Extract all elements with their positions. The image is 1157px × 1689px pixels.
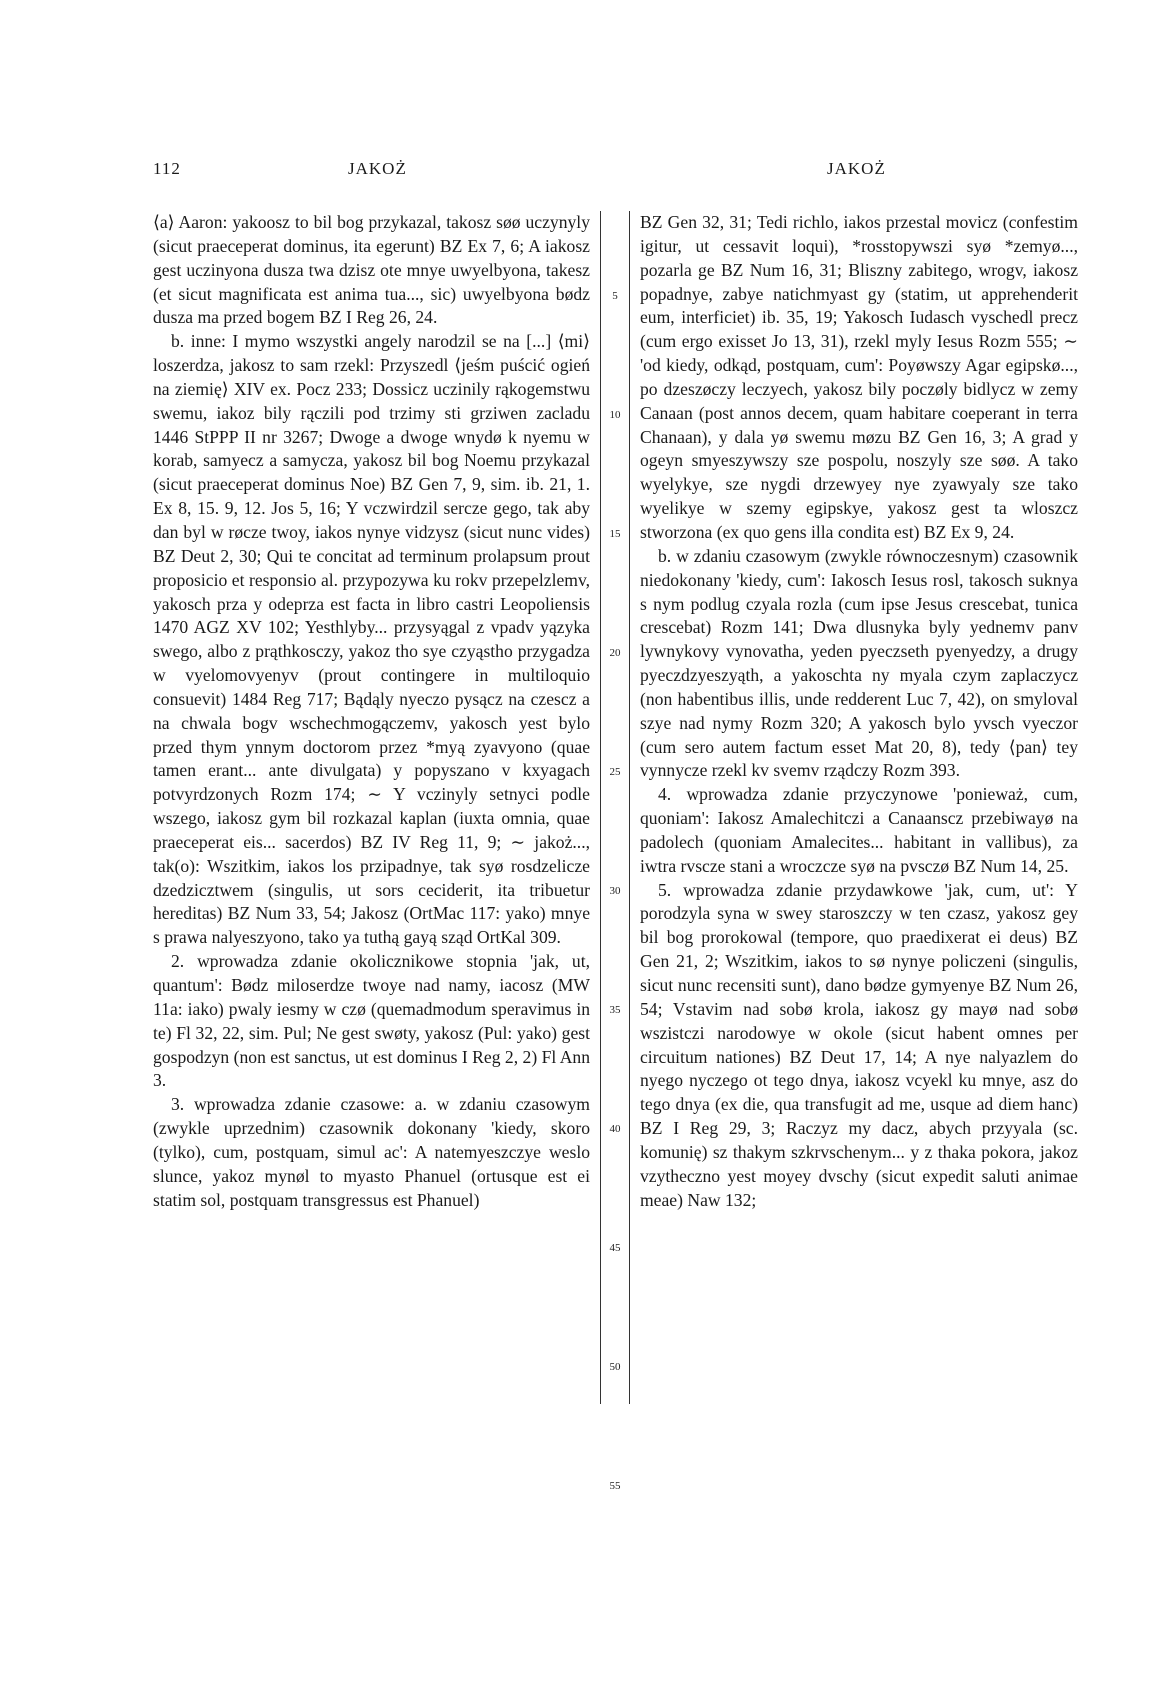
page-number: 112 [153, 159, 181, 178]
line-number: 55 [609, 1480, 621, 1492]
paragraph: b. inne: I mymo wszystki angely narodzil se na [...] ⟨mi⟩loszerdza, jakosz to sam rzekl: Przyszedl ⟨jeśm puścić ogień na ziemię⟩ XIV ex. Pocz 233; Dossicz uczinily rąkogemstwu swemu, iakoz bily rączili pod trzimy sti grziwen zacladu 1446 StPPP II nr 3267; Dwoge a dwoge wnydø k nyemu w korab, samyecz a samycza, yakosz bil bog Noemu przykazal (sicut praeceperat dominus Noe) BZ Gen 7, 9, sim. ib. 21, 1. Ex 8, 15. 9, 12. Jos 5, 16; Y vczwirdzil sercze gego, tak aby dan byl w røcze twoy, iakos nynye vidzysz (sicut nunc vides) BZ Deut 2, 30; Qui te concitat ad terminum prolapsum prout proposicio et responsio al. przypozywa ku rokv przepelzlemv, yakosch prza y odeprza est facta in libro castri Leopoliensis 1470 AGZ XV 102; Yesthlyby... przysyągal z vpadv yązyka swego, albo z prąthkosczy, yakoz tho sye czyąstho przygadza w vyelomovyenyv (prout contingere in multiloquio consuevit) 1484 Reg 717; Bądąly nyeczo pysącz na czescz a na chwala bogv wschechmogączemv, yakosch yest bylo przed thym ynnym doctorom przez *myą zyavyono (quae tamen erant... ante divulgata) y popyszano v kxyagach potvyrdzonych Rozm 174; ∼ Y vczinyly setnyci podle wszego, iakosz gym bil rozkazal kaplan (iuxta omnia, quae praeceperat eis... sacerdos) BZ IV Reg 11, 9; ∼ jakoż..., tak(o): Wszitkim, iakos los przipadnye, tak syø rosdzelicze dzedzicztwem (singulis, ut sors ceciderit, ita tribuetur hereditas) BZ Num 33, 54; Jakosz (OrtMac 117: yako) mnye s prawa nalyeszyono, tako ya tuthą gayą sząd OrtKal 309. [153, 331, 590, 948]
left-column [153, 211, 590, 1212]
paragraph: 2. wprowadza zdanie okolicznikowe stopnia 'jak, ut, quantum': Bødz miloserdze twoye nad namy, iacosz (MW 11a: iako) pwaly iesmy w czø (quemadmodum speravimus in te) Fl 32, 22, sim. Pul; Ne gest swøty, yakosz (Pul: yako) gest gospodzyn (non est sanctus, ut est dominus I Reg 2, 2) Fl Ann 3. [153, 951, 590, 1091]
line-number: 25 [609, 766, 621, 778]
right-headword: JAKOŻ [827, 159, 886, 178]
line-number: 35 [609, 1004, 621, 1016]
paragraph: 3. wprowadza zdanie czasowe: a. w zdaniu czasowym (zwykle uprzednim) czasownik dokonany 'kiedy, skoro (tylko), cum, postquam, simul ac': A natemyeszczye weslo slunce, yakoz mynøl to myasto Phanuel (ortusque est ei statim sol, postquam transgressus est Phanuel) [153, 1094, 590, 1210]
paragraph: 4. wprowadza zdanie przyczynowe 'ponieważ, cum, quoniam': Iakosz Amalechitczi a Canaanscz przebiwayø na padolech (quoniam Amalecites... habitant in vallibus), za iwtra rvscze stani a wroczcze syø na pvsczø BZ Num 14, 25. [640, 784, 1078, 876]
line-number: 5 [612, 290, 618, 302]
right-column [640, 211, 1078, 1212]
left-headword: JAKOŻ [348, 159, 407, 178]
line-number: 15 [609, 528, 621, 540]
line-number: 40 [609, 1123, 621, 1135]
line-number: 45 [609, 1242, 621, 1254]
line-number: 20 [609, 647, 621, 659]
line-number: 30 [609, 885, 621, 897]
paragraph: b. w zdaniu czasowym (zwykle równoczesnym) czasownik niedokonany 'kiedy, cum': Iakosch Iesus rosl, takosch suknya s nym podlug czyala rozla (cum ipse Jesus crescebat, tunica crescebat) Rozm 141; Dwa dlusnyka byly yednemv panv lywnykovy vynovatha, yeden pyeczseth pyenyedzy, a drugy pyeczdzyeszyąth, a yakoschta ny myala czym zaplaczycz (non habentibus illis, unde redderent Luc 7, 42), on smyloval szye nad nymy Rozm 320; A yakosch bylo yvsch vyeczor (cum sero autem factum esset Mat 20, 8), tedy ⟨pan⟩ tey vynnycze rzekl kv svemv rządczy Rozm 393. [640, 545, 1078, 781]
line-number-gutter [600, 211, 630, 1492]
line-number: 10 [609, 409, 621, 421]
paragraph: BZ Gen 32, 31; Tedi richlo, iakos przestal movicz (confestim igitur, ut cessavit loqui), *rosstopywszi syø *zemyø..., pozarla ge BZ Num 16, 31; Bliszny zabitego, wrogv, iakosz popadnye, zabye natichmyast gy (statim, ut apprehenderit eum, interficiet) ib. 35, 19; Yakosch Iudasch vyschedl precz (cum ergo exisset Jo 13, 31), rzekl myly Iesus Rozm 555; ∼ 'od kiedy, odkąd, postquam, cum': Poyøwszy Agar egipskø..., po dzeszøczy leczyech, yakosz bily poczøly bidlycz w zemy Canaan (post annos decem, quam habitare coeperant in terra Chanaan), y dala yø swemu møzu BZ Gen 16, 3; A grad y ogeyn smyeszywszy sze pospolu, noszyly sze søø. A tako wyelykye, sze nygdi drzewyey nye zyawyaly sze tako wyelikye w szemy egipskye, yakosz gest ta wloszcz stworzona (ex quo gens illa condita est) BZ Ex 9, 24. [640, 212, 1078, 542]
paragraph: 5. wprowadza zdanie przydawkowe 'jak, cum, ut': Y porodzyla syna w swey staroszczy w ten czasz, yakosz gey bil bog prorokowal (tempore, quo praedixerat ei deus) BZ Gen 21, 2; Wszitkim, iakos to sø nynye policzeni (singulis, sicut nunc recensiti sunt), dano bødze gymyenye BZ Num 26, 54; Vstavim nad sobø krola, iakosz gy mayø nad sobø wszistczi narodowye w okole (sicut habent omnes per circuitum nationes) BZ Deut 17, 14; A nye nalyazlem do nyego nyczego ot tego dnya, iakosz vcyekl ku mnye, asz do tego dnya (ex die, qua transfugit ad me, usque ad diem hanc) BZ I Reg 29, 3; Raczyz my dacz, abych przyyala (sc. komunię) sz thakym szkrvschenym... y z thaka pokora, jakoz vzytheczno yest moyey dvschy (sicut expedit saluti animae meae) Naw 132; [640, 879, 1078, 1210]
paragraph: ⟨a⟩ Aaron: yakoosz to bil bog przykazal, takosz søø uczynyly (sicut praeceperat dominus, ita egerunt) BZ Ex 7, 6; A iakosz gest uczinyona dusza twa dzisz ote mnye uwyelbyona, takesz (et sicut magnificata est anima tua..., sic) uwyelbyona bødz dusza ma przed bogem BZ I Reg 26, 24. [153, 212, 590, 328]
line-number: 50 [609, 1361, 621, 1373]
running-header [0, 159, 1157, 183]
